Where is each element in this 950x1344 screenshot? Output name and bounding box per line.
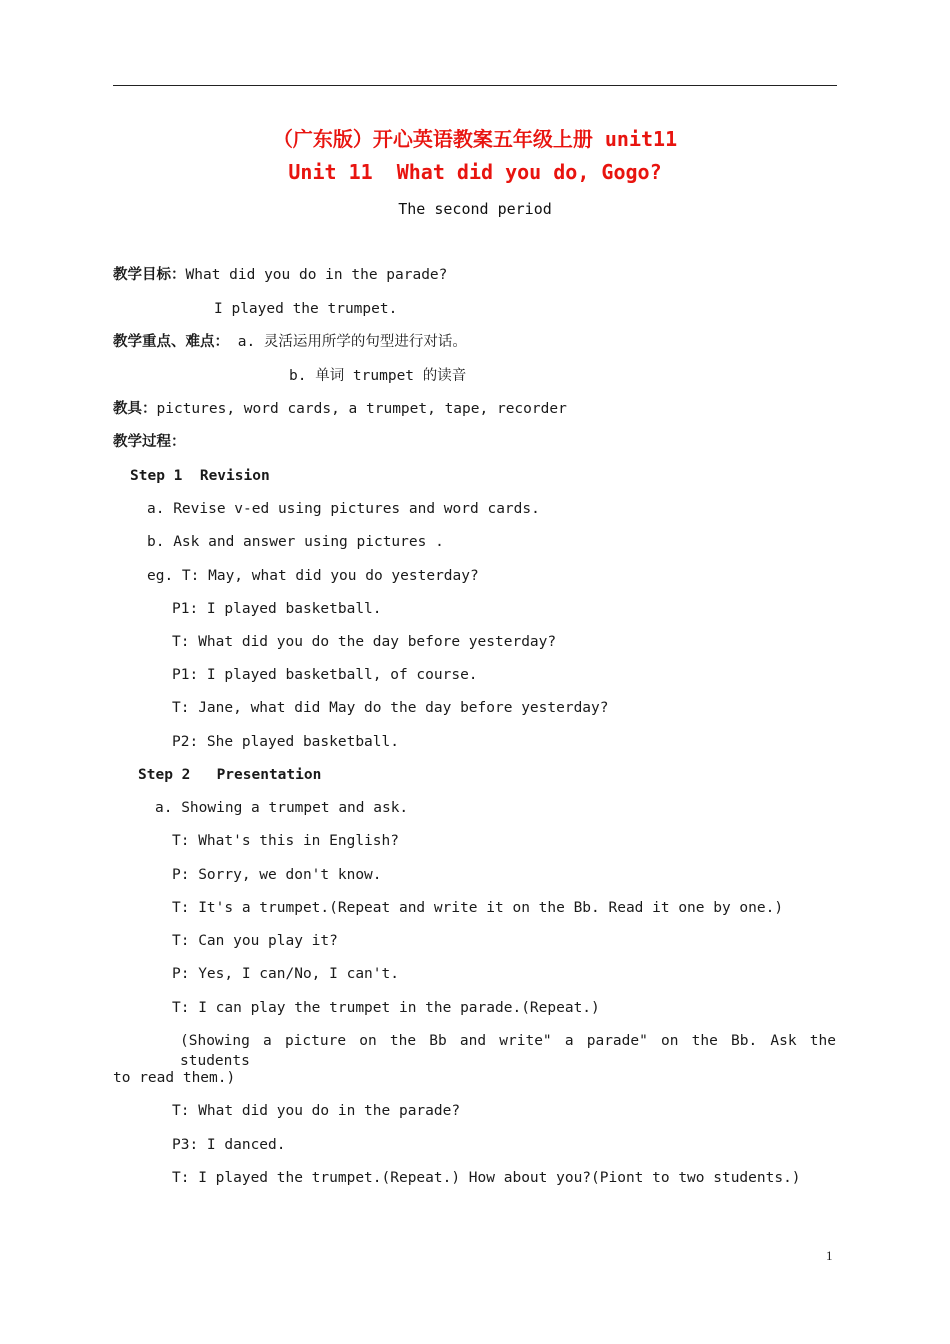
materials-label: 教具： [113, 401, 157, 417]
step2-dialogue-line: P: Yes, I can/No, I can't. [172, 966, 399, 982]
key-points-label: 教学重点、难点： [113, 334, 229, 350]
step2-dialogue-line: P: Sorry, we don't know. [172, 867, 382, 883]
process-label: 教学过程： [113, 434, 186, 450]
step2-dialogue-line: T: What's this in English? [172, 833, 399, 849]
step2-item-a: a. Showing a trumpet and ask. [155, 800, 409, 816]
step2-dialogue-line: T: What did you do in the parade? [172, 1103, 461, 1119]
objectives-row [113, 265, 447, 285]
objectives-line1: What did you do in the parade? [185, 267, 448, 283]
key-point-a: a. 灵活运用所学的句型进行对话。 [237, 334, 467, 350]
materials-text: pictures, word cards, a trumpet, tape, recorder [156, 401, 567, 417]
document-title-cn: （广东版）开心英语教案五年级上册 unit11 [272, 127, 678, 151]
step1-dialogue-line: T: Jane, what did May do the day before yesterday? [172, 700, 609, 716]
key-points-row [113, 332, 467, 352]
step2-dialogue-line: P3: I danced. [172, 1137, 286, 1153]
step2-title: Step 2 Presentation [138, 767, 322, 783]
step1-title: Step 1 Revision [130, 468, 270, 484]
step1-dialogue-line: P1: I played basketball. [172, 601, 382, 617]
step2-note-line2: to read them.) [113, 1070, 236, 1086]
step1-item-a: a. Revise v-ed using pictures and word cards. [147, 501, 540, 517]
key-point-b: b. 单词 trumpet 的读音 [289, 368, 467, 384]
step2-dialogue-line: T: Can you play it? [172, 933, 338, 949]
step1-dialogue-line: P1: I played basketball, of course. [172, 667, 478, 683]
document-subtitle: The second period [398, 200, 552, 218]
objectives-line2: I played the trumpet. [214, 301, 398, 317]
page-number: 1 [826, 1248, 833, 1263]
step2-note-line1: (Showing a picture on the Bb and write" a parade" on the Bb. Ask the students [180, 1033, 836, 1069]
step2-dialogue-line: T: I can play the trumpet in the parade.(Repeat.) [172, 1000, 600, 1016]
step2-dialogue-line: T: It's a trumpet.(Repeat and write it on the Bb. Read it one by one.) [172, 900, 784, 916]
step1-dialogue-line: P2: She played basketball. [172, 734, 399, 750]
step2-dialogue-line: T: I played the trumpet.(Repeat.) How about you?(Piont to two students.) [172, 1170, 801, 1186]
document-title-en: Unit 11 What did you do, Gogo? [288, 160, 662, 184]
step1-item-b: b. Ask and answer using pictures . [147, 534, 444, 550]
objectives-label: 教学目标： [113, 267, 186, 283]
step1-example: eg. T: May, what did you do yesterday? [147, 568, 479, 584]
materials-row [113, 399, 567, 419]
step1-dialogue-line: T: What did you do the day before yesterday? [172, 634, 557, 650]
header-rule [113, 85, 837, 86]
